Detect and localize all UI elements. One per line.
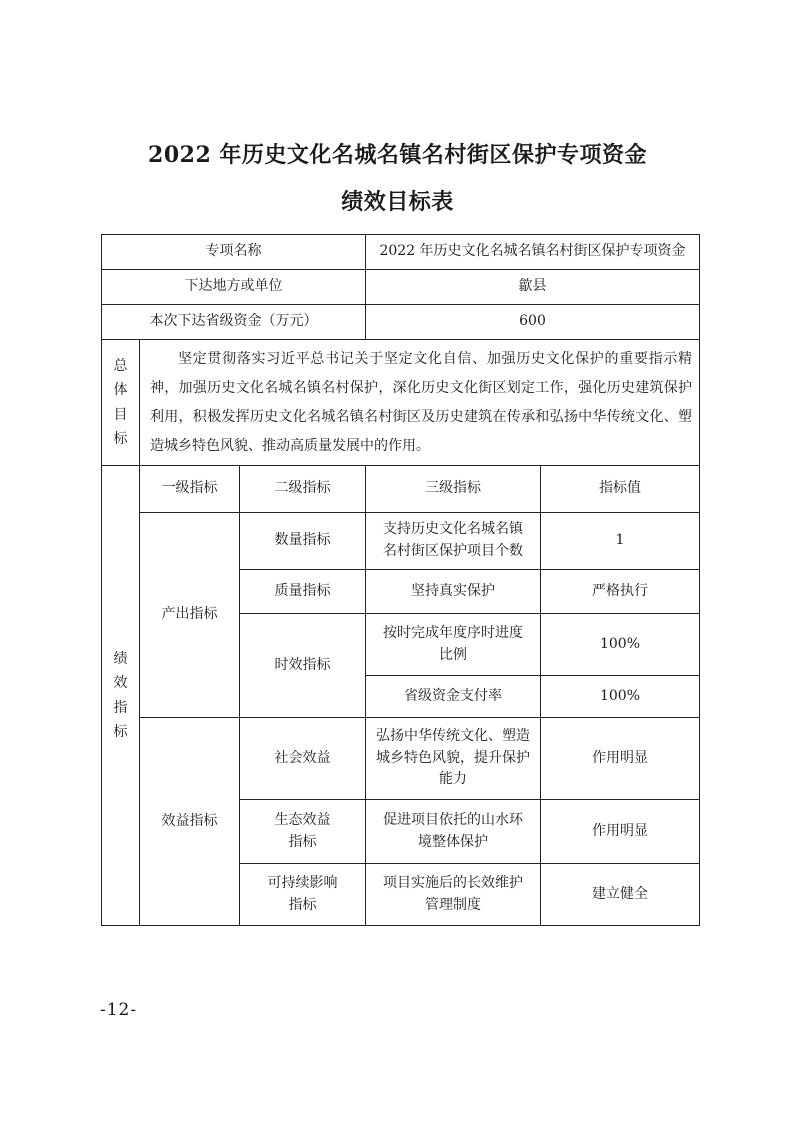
label-line: 指标: [288, 833, 317, 850]
social-benefit-item: [366, 718, 541, 800]
label-line: 生态效益: [274, 811, 331, 828]
quantity-item: [366, 513, 541, 570]
item-line: 项目实施后的长效维护: [383, 874, 523, 891]
timeliness-payment-value: 100%: [541, 676, 700, 718]
item-line: 弘扬中华传统文化、塑造: [376, 727, 530, 744]
item-line: 促进项目依托的山水环: [383, 811, 523, 828]
indicator-label-char: 绩: [113, 650, 128, 667]
header-level1: 一级指标: [140, 466, 240, 513]
goal-label-char: 目: [113, 406, 128, 423]
sustainable-impact-item: [366, 864, 541, 926]
fund-name-label: 专项名称: [102, 235, 366, 270]
performance-target-table: [101, 234, 700, 926]
item-line: 管理制度: [425, 896, 481, 913]
item-line: 支持历史文化名城名镇: [383, 521, 523, 538]
label-line: 指标: [288, 896, 317, 913]
timeliness-progress-value: 100%: [541, 614, 700, 676]
funds-label: 本次下达省级资金（万元）: [102, 305, 366, 340]
social-benefit-value: 作用明显: [541, 718, 700, 800]
output-indicator-label: 产出指标: [140, 513, 240, 718]
quality-value: 严格执行: [541, 570, 700, 614]
row-quantity: [102, 513, 700, 570]
header-level3: 三级指标: [366, 466, 541, 513]
quantity-value: 1: [541, 513, 700, 570]
recipient-value: 歙县: [366, 270, 700, 305]
quality-item: 坚持真实保护: [366, 570, 541, 614]
performance-indicator-label: [102, 466, 140, 926]
label-line: 可持续影响: [267, 874, 338, 891]
goal-label-char: 总: [113, 357, 128, 374]
recipient-label: 下达地方或单位: [102, 270, 366, 305]
overall-goal-text: 坚定贯彻落实习近平总书记关于坚定文化自信、加强历史文化保护的重要指示精神，加强历史文化名城名镇名村保护，深化历史文化街区划定工作，强化历史建筑保护利用，积极发挥历史文化名城名镇名村街区及历史建筑在传承和弘扬中华传统文化、塑造城乡特色风貌、推动高质量发展中的作用。: [140, 340, 700, 466]
row-indicator-headers: [102, 466, 700, 513]
document-title: 2022 年历史文化名城名镇名村街区保护专项资金: [148, 142, 647, 168]
row-recipient: [102, 270, 700, 305]
header-level2: 二级指标: [240, 466, 366, 513]
header-value: 指标值: [541, 466, 700, 513]
item-line: 按时完成年度序时进度: [383, 624, 523, 641]
overall-goal-label: [102, 340, 140, 466]
item-line: 境整体保护: [418, 833, 488, 850]
benefit-indicator-label: 效益指标: [140, 718, 240, 926]
indicator-label-char: 效: [113, 675, 128, 691]
ecological-benefit-label: [240, 800, 366, 864]
quantity-indicator-label: 数量指标: [240, 513, 366, 570]
row-funds: [102, 305, 700, 340]
row-fund-name: [102, 235, 700, 270]
goal-label-char: 标: [113, 431, 128, 447]
item-line: 名村街区保护项目个数: [383, 543, 523, 559]
page-number: -12-: [100, 1000, 138, 1020]
social-benefit-label: 社会效益: [240, 718, 366, 800]
item-line: 能力: [439, 771, 467, 788]
sustainable-impact-label: [240, 864, 366, 926]
timeliness-payment-item: 省级资金支付率: [366, 676, 541, 718]
indicator-label-char: 标: [113, 724, 128, 740]
timeliness-indicator-label: 时效指标: [240, 614, 366, 718]
sustainable-impact-value: 建立健全: [541, 864, 700, 926]
ecological-benefit-value: 作用明显: [541, 800, 700, 864]
quality-indicator-label: 质量指标: [240, 570, 366, 614]
goal-label-char: 体: [113, 382, 128, 398]
fund-name-value: 2022 年历史文化名城名镇名村街区保护专项资金: [366, 235, 700, 270]
document-subtitle: 绩效目标表: [341, 189, 454, 215]
item-line: 比例: [439, 646, 467, 663]
item-line: 城乡特色风貌，提升保护: [376, 749, 530, 766]
row-social-benefit: [102, 718, 700, 800]
indicator-label-char: 指: [113, 699, 128, 716]
row-overall-goal: [102, 340, 700, 466]
ecological-benefit-item: [366, 800, 541, 864]
timeliness-progress-item: [366, 614, 541, 676]
funds-value: 600: [366, 305, 700, 340]
